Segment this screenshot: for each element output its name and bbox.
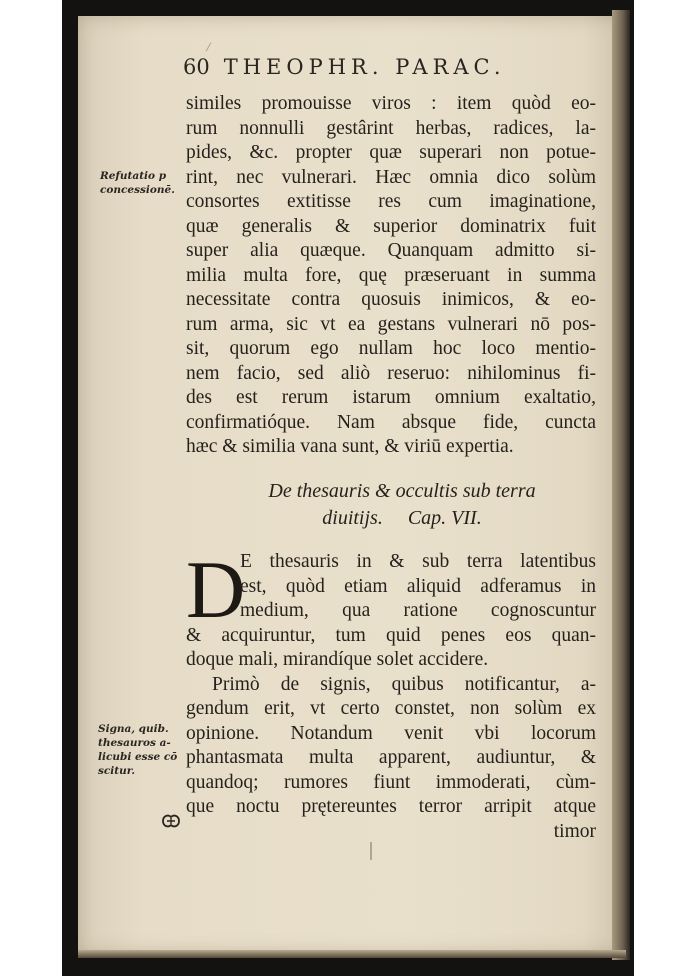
drop-cap: D [186, 544, 246, 635]
marginal-line: scitur. [98, 765, 136, 777]
text-line: des est rerum istarum omnium exaltatio, [186, 387, 596, 408]
text-line: quæ generalis & superior dominatrix fuit [186, 215, 596, 237]
chapter-heading [232, 478, 572, 532]
marginal-line: Refutatio p [100, 170, 167, 182]
running-head [183, 55, 603, 79]
marginal-note-signa [98, 722, 177, 778]
text-line: sit, quorum ego nullam hoc loco mentio- [186, 338, 596, 359]
text-line: rum arma, sic vt ea gestans vulnerari nō pos- [186, 313, 596, 335]
chapter-paragraph [186, 544, 596, 844]
text-line: & acquiruntur, tum quid penes eos quan- [186, 624, 596, 646]
marginal-line: licubi esse cō [98, 751, 178, 763]
text-line: Primò de signis, quibus notificantur, a- [212, 673, 596, 695]
text-line: hæc & similia vana sunt, & viriū expertia. [186, 436, 514, 457]
text-line: quandoq; rumores fiunt immoderati, cùm- [186, 771, 596, 793]
heading-line: diuitijs. Cap. VII. [322, 507, 482, 529]
page-edge-bottom [78, 950, 626, 958]
body-paragraph [186, 92, 596, 460]
text-line: doque mali, mirandíque solet accidere. [186, 649, 489, 670]
text-line: consortes extitisse res cum imaginatione, [186, 191, 596, 212]
running-title: THEOPHR. PARAC. [223, 55, 506, 79]
fleuron-icon [160, 812, 182, 830]
marginal-line: thesauros a- [98, 737, 171, 749]
marginal-line: Signa, quib. [98, 723, 169, 735]
text-line: super alia quæque. Quanquam admitto si- [186, 240, 596, 261]
page-number: 60 [183, 55, 210, 79]
text-line: rum nonnulli gestârint herbas, radices, la- [186, 117, 596, 139]
text-line: que noctu prętereuntes terror arripit atque [186, 796, 596, 817]
text-line: gendum erit, vt certo constet, non solùm ex [186, 698, 596, 719]
catchword: timor [553, 820, 596, 842]
text-line: medium, qua ratione cognoscuntur [240, 600, 596, 621]
text-line: necessitate contra quosuis inimicos, & eo- [186, 289, 596, 310]
text-line: similes promouisse viros : item quòd eo- [186, 93, 596, 114]
text-line: milia multa fore, quę præseruant in summa [186, 264, 596, 286]
text-line: phantasmata multa apparent, audiuntur, & [186, 747, 596, 768]
text-line: confirmatióque. Nam absque fide, cuncta [186, 411, 596, 433]
ink-mark [370, 842, 372, 860]
text-line: E thesauris in & sub terra latentibus [240, 551, 596, 572]
text-line: pides, &c. propter quæ superari non potue- [186, 142, 596, 163]
heading-line: De thesauris & occultis sub terra [268, 480, 536, 502]
text-line: nem facio, sed aliò reseruo: nihilominus fi- [186, 362, 596, 384]
text-line: est, quòd etiam aliquid adferamus in [240, 575, 596, 597]
marginal-line: concessionē. [100, 184, 175, 196]
text-line: rint, nec vulnerari. Hæc omnia dico solùm [186, 166, 596, 188]
marginal-note-refutatio [100, 169, 175, 197]
text-line: opinione. Notandum venit vbi locorum [186, 722, 596, 744]
page-edge-right [612, 10, 630, 960]
